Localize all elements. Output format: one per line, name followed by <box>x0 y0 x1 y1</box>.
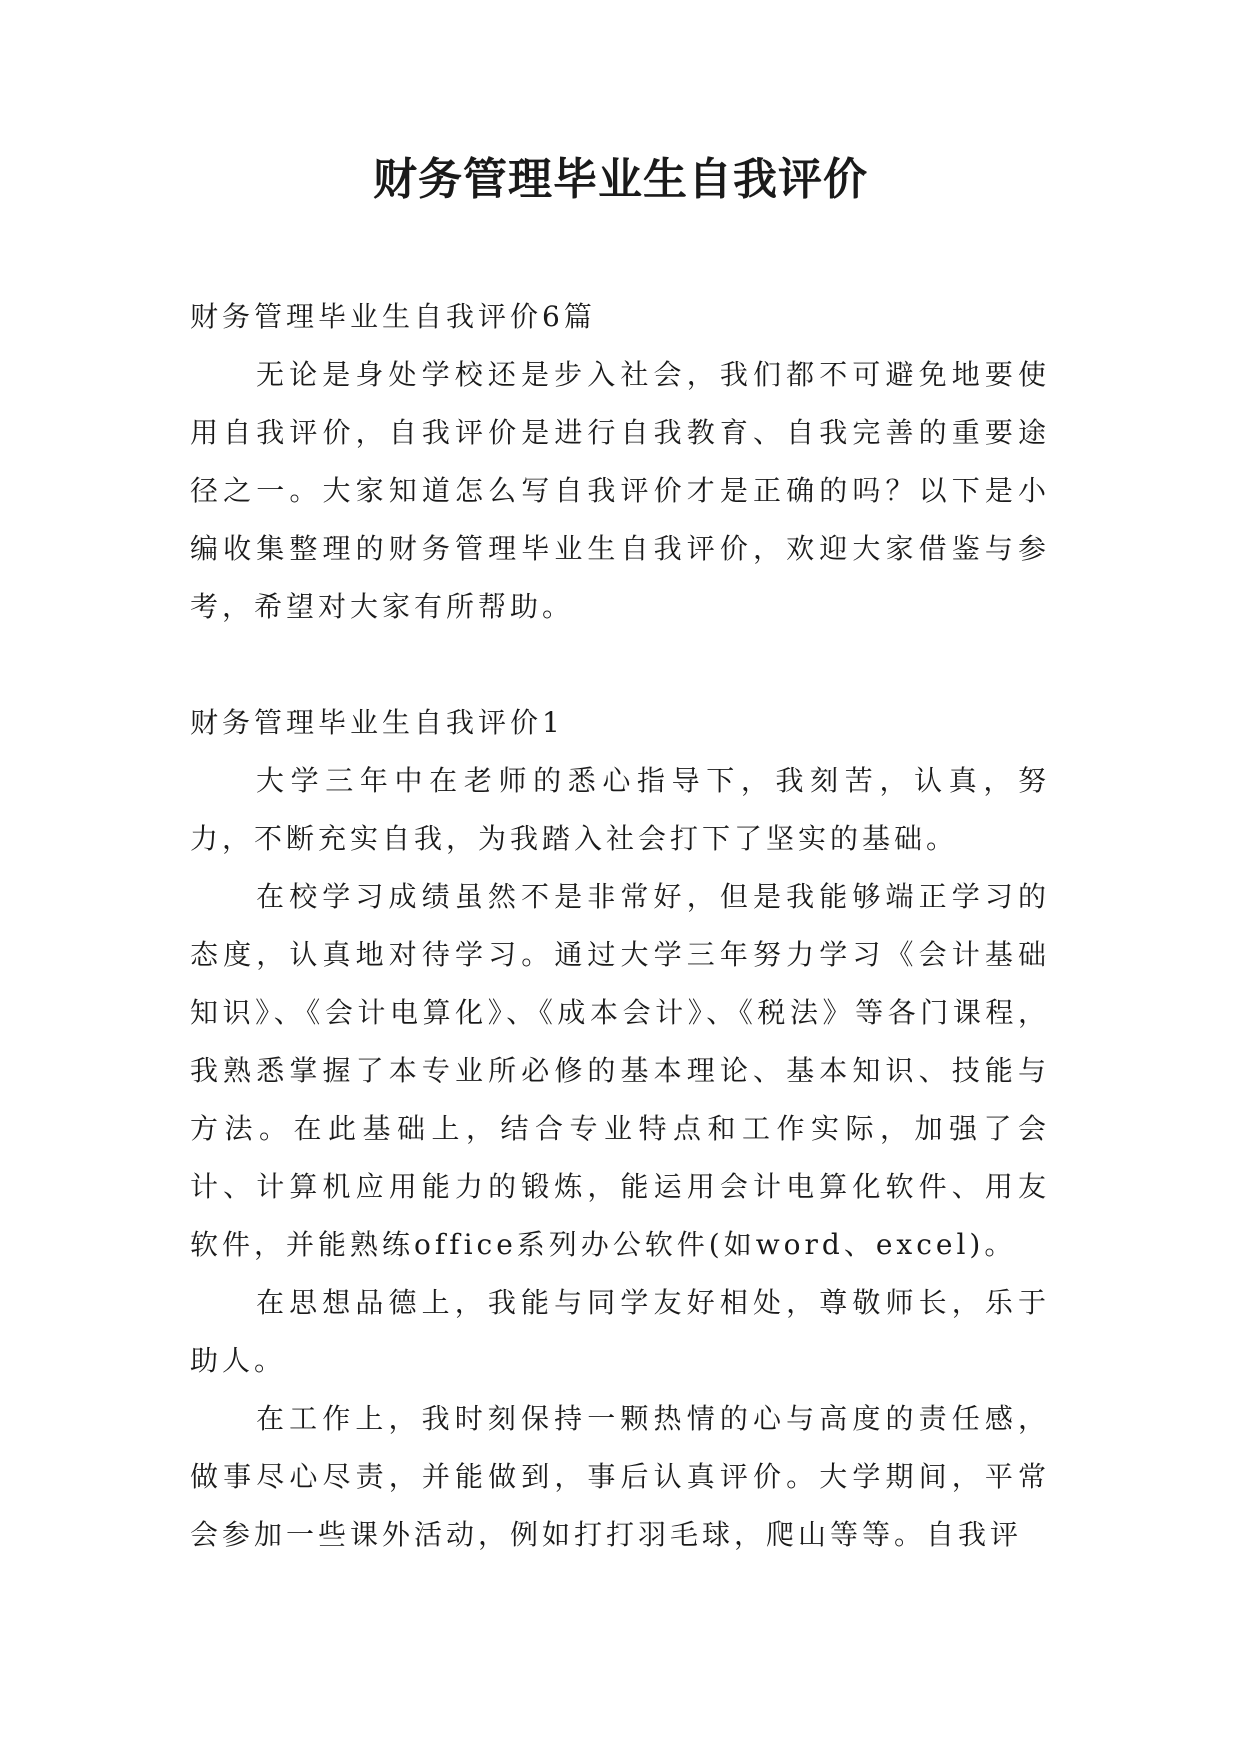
body-paragraph: 大学三年中在老师的悉心指导下，我刻苦，认真，努力，不断充实自我，为我踏入社会打下了坚实的基础。 <box>190 764 1050 855</box>
intro-paragraph: 无论是身处学校还是步入社会，我们都不可避免地要使用自我评价，自我评价是进行自我教育、自我完善的重要途径之一。大家知道怎么写自我评价才是正确的吗？以下是小编收集整理的财务管理毕业生自我评价，欢迎大家借鉴与参考，希望对大家有所帮助。 <box>190 358 1050 623</box>
body-paragraph: 在校学习成绩虽然不是非常好，但是我能够端正学习的态度，认真地对待学习。通过大学三年努力学习《会计基础知识》、《会计电算化》、《成本会计》、《税法》等各门课程，我熟悉掌握了本专业所必修的基本理论、基本知识、技能与方法。在此基础上，结合专业特点和工作实际，加强了会计、计算机应用能力的锻炼，能运用会计电算化软件、用友软件，并能熟练office系列办公软件(如word、excel)。 <box>190 880 1050 1261</box>
document-body <box>190 288 1050 1564</box>
document-subtitle: 财务管理毕业生自我评价6篇 <box>190 300 596 333</box>
body-paragraph: 在工作上，我时刻保持一颗热情的心与高度的责任感，做事尽心尽责，并能做到，事后认真评价。大学期间，平常会参加一些课外活动，例如打打羽毛球，爬山等等。自我评 <box>190 1402 1050 1551</box>
body-paragraph: 在思想品德上，我能与同学友好相处，尊敬师长，乐于助人。 <box>190 1286 1050 1377</box>
section-heading: 财务管理毕业生自我评价1 <box>190 706 564 739</box>
document-title: 财务管理毕业生自我评价 <box>373 154 868 205</box>
